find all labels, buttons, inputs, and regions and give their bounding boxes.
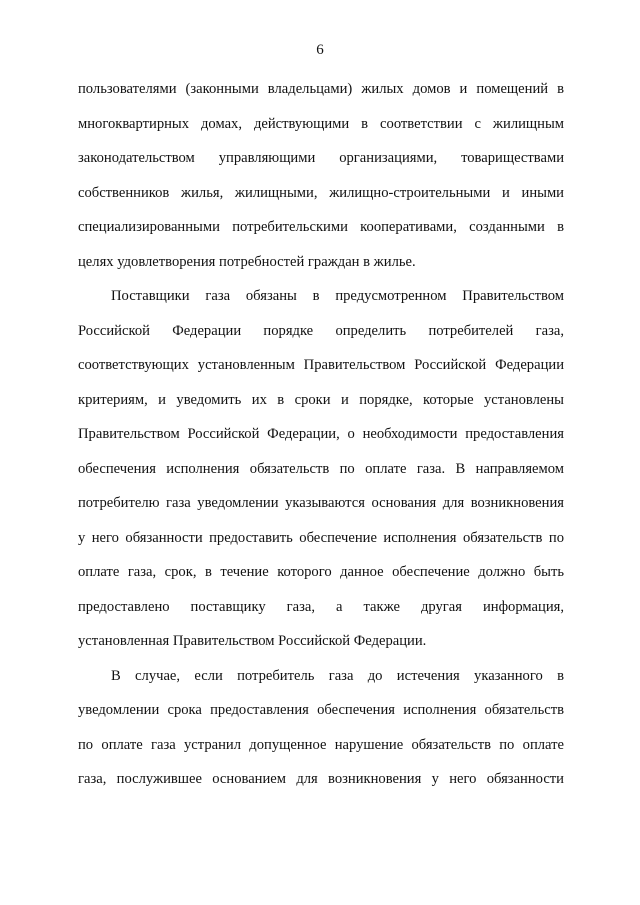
text-line: целях удовлетворения потребностей граждан в жилье. (78, 253, 416, 270)
text-line: уведомлении срока предоставления обеспечения исполнения обязательств (78, 702, 564, 718)
text-line: пользователями (законными владельцами) жилых домов и помещений в (78, 81, 564, 97)
text-line: Поставщики газа обязаны в предусмотренном Правительством (111, 288, 564, 304)
paragraph-1 (78, 77, 564, 284)
page-number: 6 (316, 42, 324, 58)
text-line: В случае, если потребитель газа до истечения указанного в (111, 667, 564, 684)
text-line: оплате газа, срок, в течение которого данное обеспечение должно быть (78, 564, 564, 580)
text-line: газа, послужившее основанием для возникновения у него обязанности (78, 771, 564, 787)
text-line: обеспечения исполнения обязательств по оплате газа. В направляемом (78, 460, 564, 477)
text-line: критериям, и уведомить их в сроки и порядке, которые установлены (78, 391, 564, 408)
text-line: Российской Федерации порядке определить потребителей газа, (78, 322, 564, 339)
text-line: собственников жилья, жилищными, жилищно-строительными и иными (78, 184, 564, 201)
text-line: Правительством Российской Федерации, о необходимости предоставления (78, 426, 564, 442)
document-body (78, 77, 564, 802)
text-line: соответствующих установленным Правительством Российской Федерации (78, 357, 564, 373)
text-line: предоставлено поставщику газа, а также другая информация, (78, 598, 564, 615)
text-line: потребителю газа уведомлении указываются основания для возникновения (78, 495, 564, 511)
paragraph-3 (78, 664, 564, 802)
paragraph-2 (78, 284, 564, 664)
text-line: многоквартирных домах, действующими в соответствии с жилищным (78, 115, 564, 132)
text-line: законодательством управляющими организациями, товариществами (78, 150, 564, 166)
text-line: по оплате газа устранил допущенное нарушение обязательств по оплате (78, 736, 564, 753)
text-line: специализированными потребительскими кооперативами, созданными в (78, 219, 564, 235)
text-line: установленная Правительством Российской Федерации. (78, 633, 427, 649)
text-line: у него обязанности предоставить обеспечение исполнения обязательств по (78, 529, 564, 546)
